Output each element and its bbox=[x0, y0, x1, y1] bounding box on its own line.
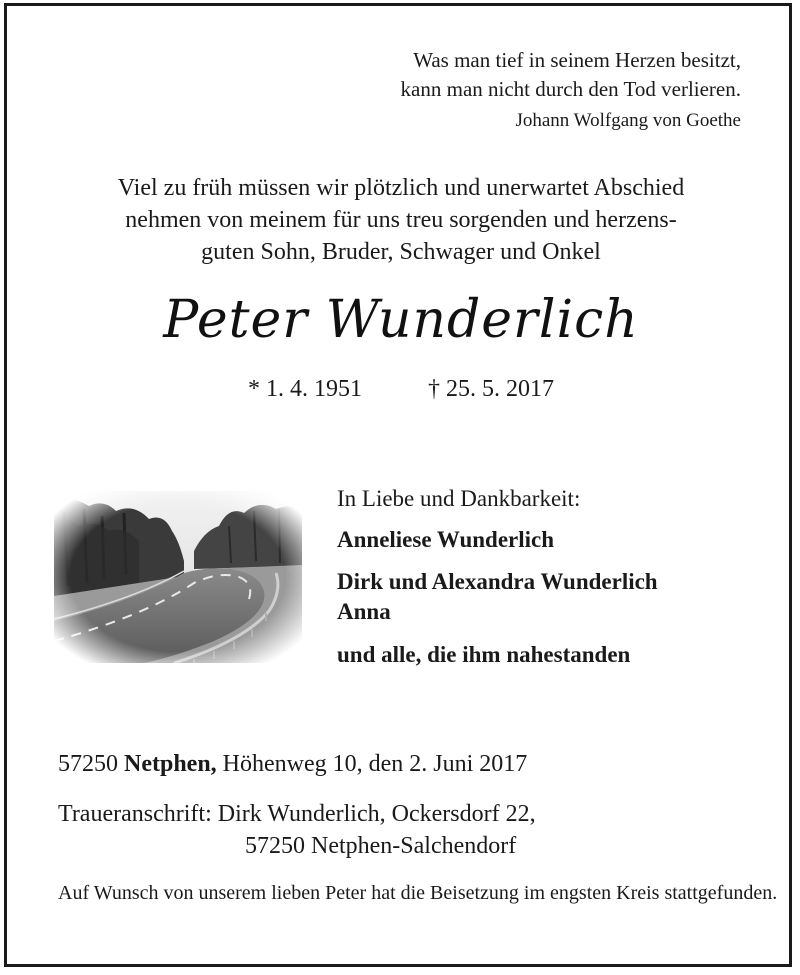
quote-author: Johann Wolfgang von Goethe bbox=[515, 110, 741, 131]
family-member-3: Anna bbox=[337, 599, 391, 624]
deceased-name: Peter Wunderlich bbox=[163, 290, 639, 350]
mourning-address bbox=[58, 798, 536, 862]
family-signatures bbox=[337, 482, 658, 671]
burial-note: Auf Wunsch von unserem lieben Peter hat die Beisetzung im engsten Kreis stattgefunden. bbox=[58, 882, 778, 904]
quote-line-2: kann man nicht durch den Tod verlieren. bbox=[400, 77, 741, 101]
family-intro: In Liebe und Dankbarkeit: bbox=[337, 486, 581, 511]
intro-line-2: nehmen von meinem für uns treu sorgenden und herzens- bbox=[125, 207, 677, 233]
mourning-address-line-1: Traueranschrift: Dirk Wunderlich, Ockersdorf 22, bbox=[58, 801, 536, 827]
intro-line-3: guten Sohn, Bruder, Schwager und Onkel bbox=[201, 239, 601, 265]
quote-line-1: Was man tief in seinem Herzen besitzt, bbox=[413, 48, 741, 72]
place-zip: 57250 bbox=[58, 751, 118, 777]
obituary-frame bbox=[4, 3, 792, 967]
life-dates bbox=[7, 376, 795, 403]
birth-date: * 1. 4. 1951 bbox=[248, 376, 362, 402]
mourning-address-line-2: 57250 Netphen-Salchendorf bbox=[245, 833, 517, 859]
intro-text bbox=[7, 172, 795, 268]
family-member-4: und alle, die ihm nahestanden bbox=[337, 642, 631, 667]
place-date bbox=[58, 751, 527, 778]
family-member-2: Dirk und Alexandra Wunderlich bbox=[337, 569, 658, 594]
goethe-quote bbox=[401, 46, 741, 134]
family-member-1: Anneliese Wunderlich bbox=[337, 527, 555, 552]
place-city: Netphen, bbox=[124, 751, 217, 777]
death-date: † 25. 5. 2017 bbox=[428, 376, 554, 402]
road-landscape-photo bbox=[54, 491, 302, 663]
intro-line-1: Viel zu früh müssen wir plötzlich und unerwartet Abschied bbox=[117, 175, 685, 201]
place-rest: Höhenweg 10, den 2. Juni 2017 bbox=[222, 751, 528, 777]
